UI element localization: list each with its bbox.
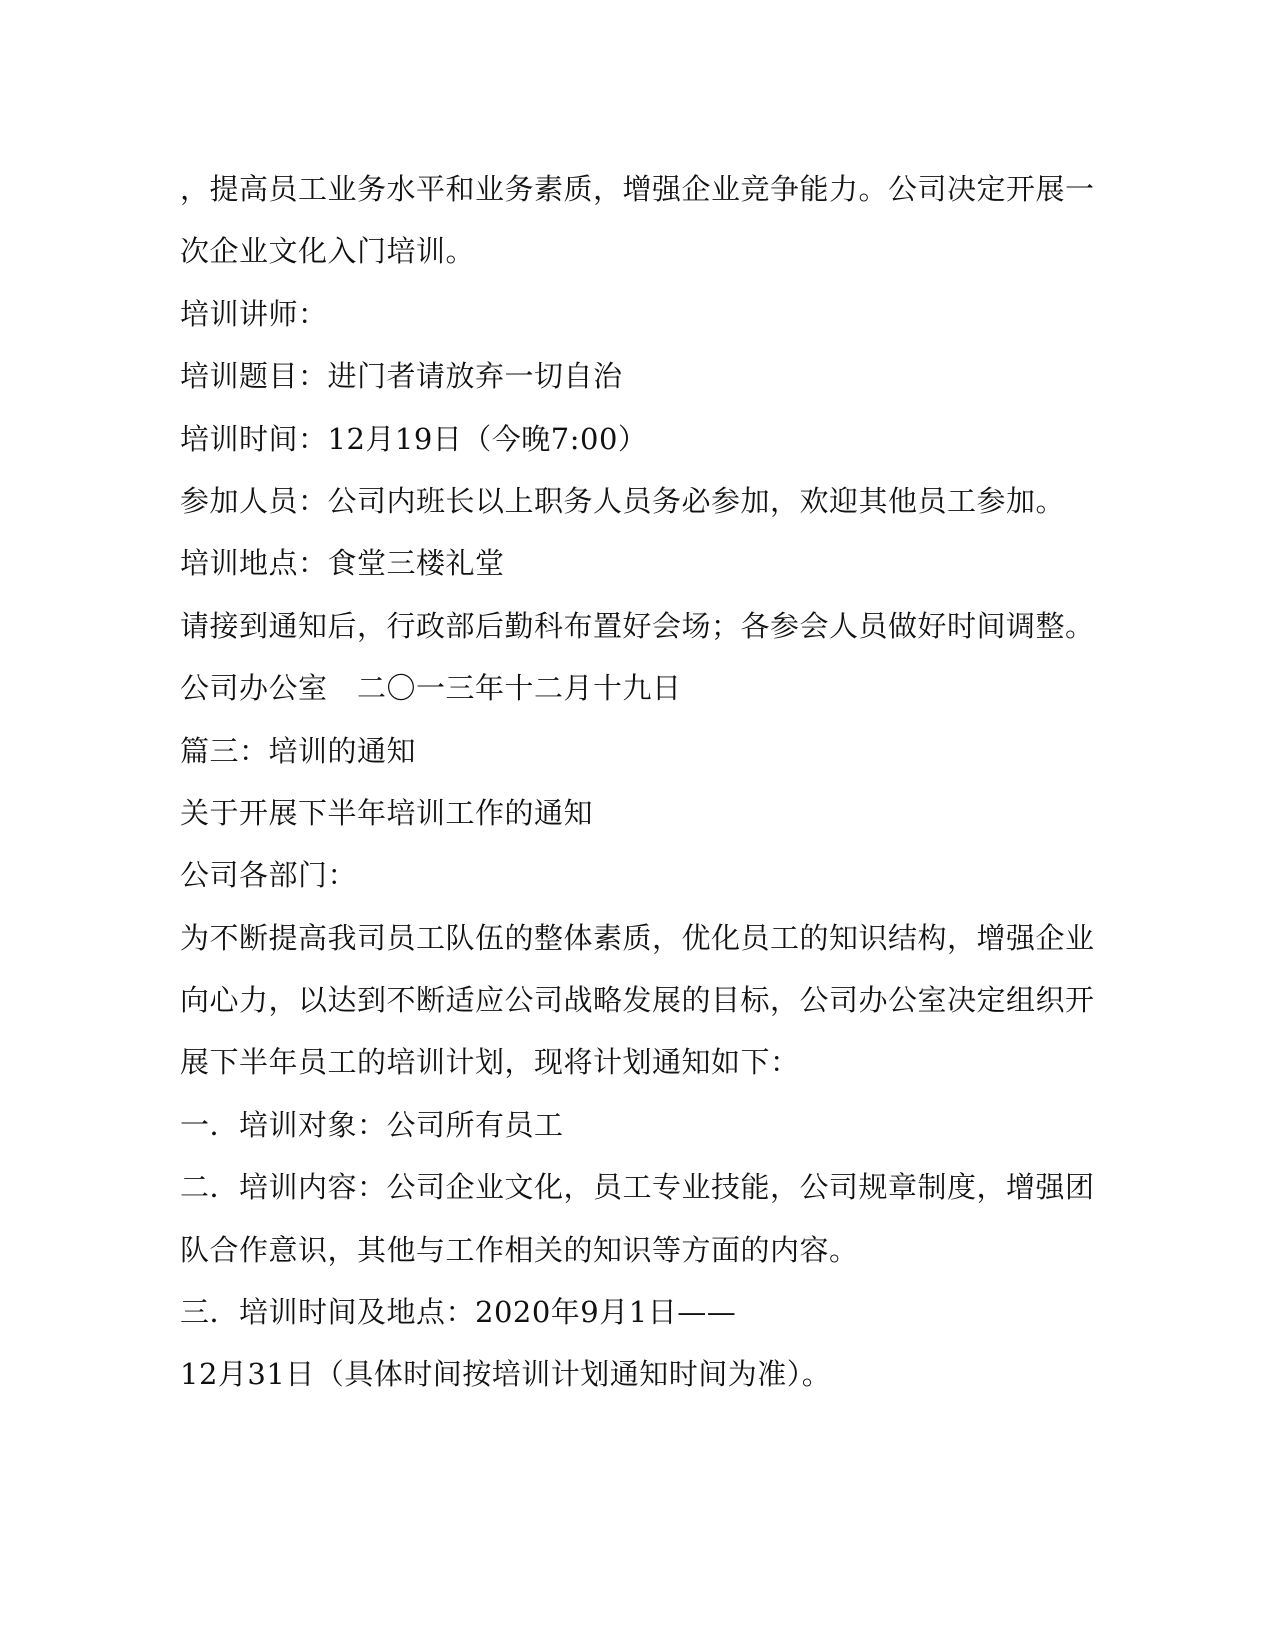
text-line: 次企业文化入门培训。 — [180, 234, 476, 269]
list-item: 二．培训内容：公司企业文化，员工专业技能，公司规章制度，增强团 — [180, 1170, 1095, 1205]
notice-title: 关于开展下半年培训工作的通知 — [180, 795, 594, 830]
signature-date: 公司办公室 二〇一三年十二月十九日 — [180, 671, 682, 706]
field-topic: 培训题目：进门者请放弃一切自治 — [180, 359, 623, 394]
text-line: 请接到通知后，行政部后勤科布置好会场；各参会人员做好时间调整。 — [180, 608, 1095, 643]
field-time: 培训时间：12月19日（今晚7:00） — [180, 421, 648, 456]
text-line: 12月31日（具体时间按培训计划通知时间为准）。 — [180, 1357, 832, 1392]
text-line: ，提高员工业务水平和业务素质，增强企业竞争能力。公司决定开展一 — [180, 172, 1095, 206]
text-line: 队合作意识，其他与工作相关的知识等方面的内容。 — [180, 1232, 859, 1267]
salutation: 公司各部门： — [180, 858, 358, 893]
list-item: 一．培训对象：公司所有员工 — [180, 1107, 564, 1142]
text-line: 向心力，以达到不断适应公司战略发展的目标，公司办公室决定组织开 — [180, 983, 1095, 1018]
document-body — [180, 158, 1095, 1406]
section-heading: 篇三：培训的通知 — [180, 733, 417, 768]
field-trainer: 培训讲师： — [180, 296, 328, 331]
text-line: 为不断提高我司员工队伍的整体素质，优化员工的知识结构，增强企业 — [180, 920, 1095, 955]
field-location: 培训地点：食堂三楼礼堂 — [180, 546, 505, 581]
text-line: 展下半年员工的培训计划，现将计划通知如下： — [180, 1045, 800, 1080]
field-attendees: 参加人员：公司内班长以上职务人员务必参加，欢迎其他员工参加。 — [180, 483, 1066, 518]
list-item: 三．培训时间及地点：2020年9月1日—— — [180, 1295, 737, 1330]
